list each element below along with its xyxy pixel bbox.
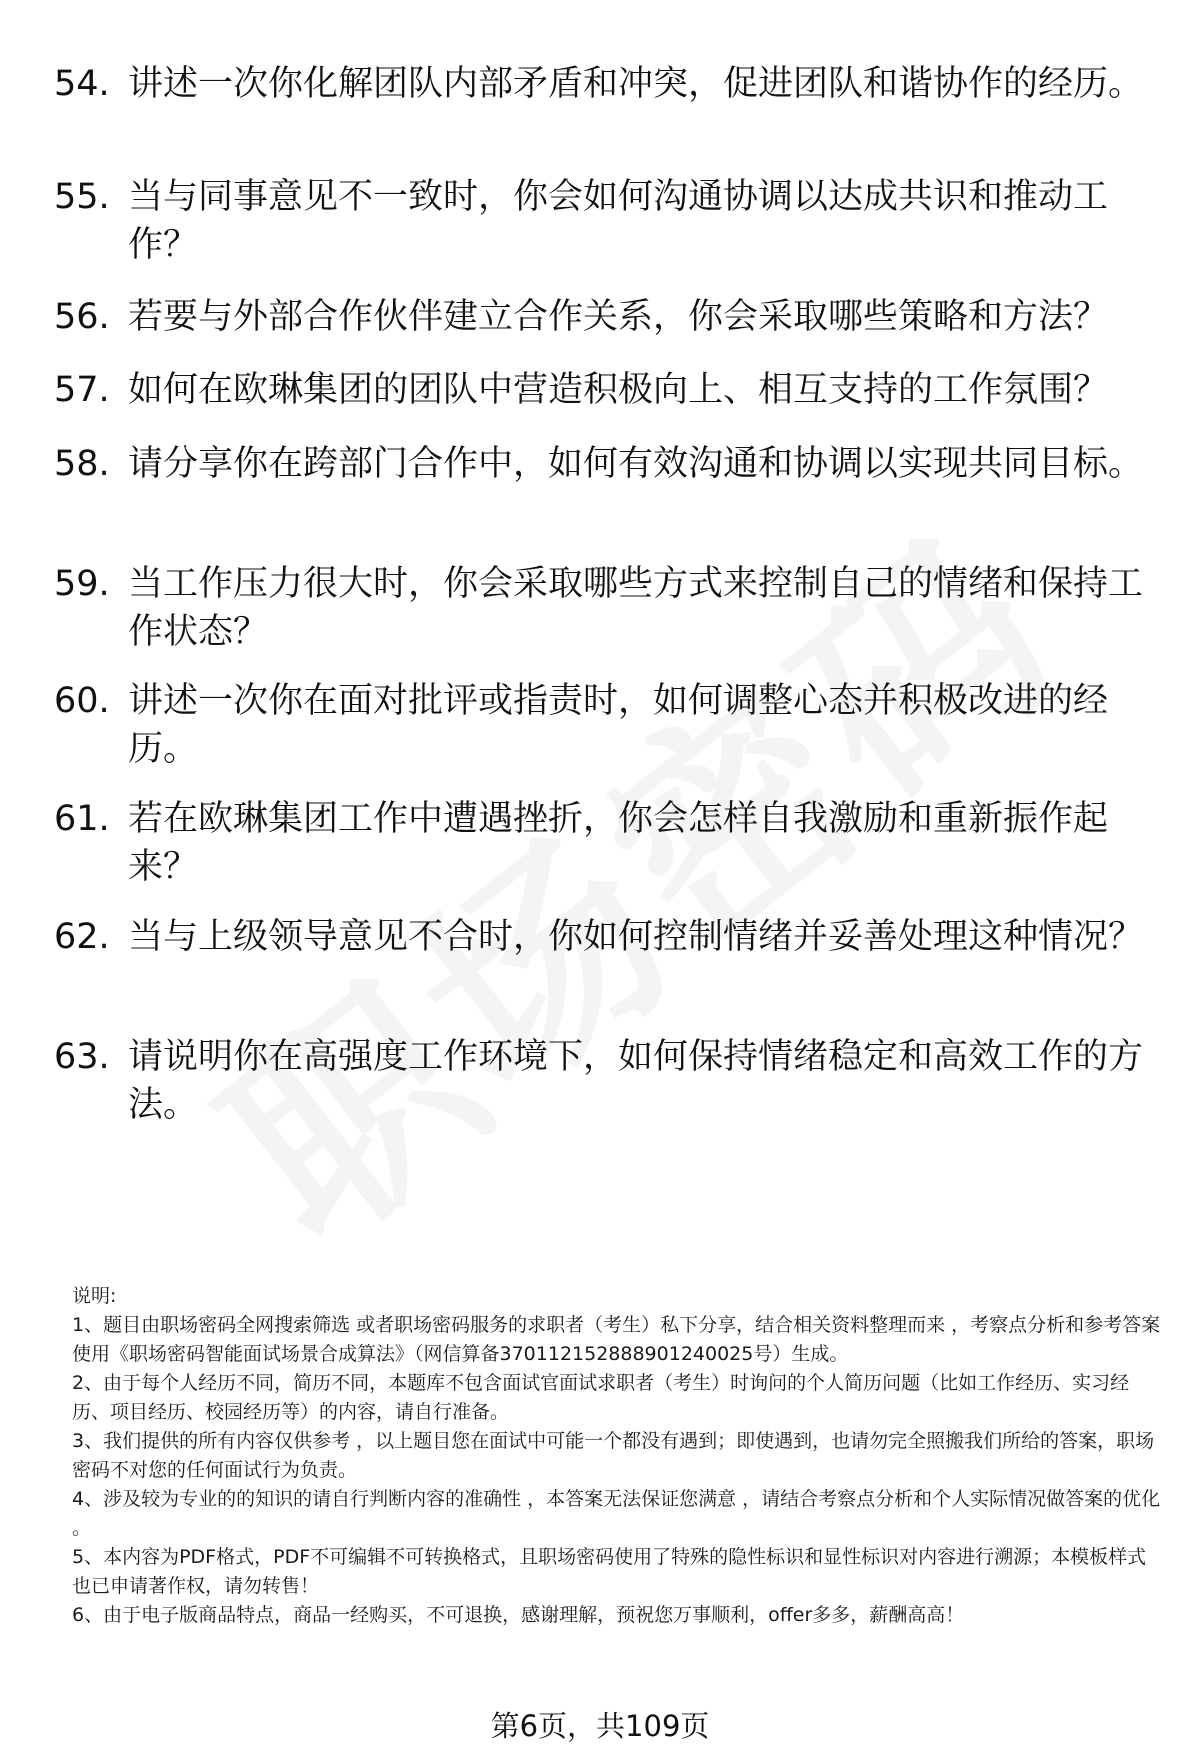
- page-number: 第6页，共109页: [490, 1709, 710, 1743]
- question-text: 讲述一次你化解团队内部矛盾和冲突，促进团队和谐协作的经历。: [128, 64, 1144, 104]
- question-number: 56.: [54, 297, 110, 337]
- question-item: [54, 366, 1154, 414]
- question-text: 讲述一次你在面对批评或指责时，如何调整心态并积极改进的经历。: [128, 681, 1109, 769]
- question-text: 当与上级领导意见不合时，你如何控制情绪并妥善处理这种情况？: [128, 917, 1144, 957]
- question-number: 61.: [54, 799, 110, 839]
- question-text: 若在欧琳集团工作中遭遇挫折，你会怎样自我激励和重新振作起来？: [128, 799, 1109, 887]
- question-number: 60.: [54, 681, 110, 721]
- question-item: [54, 60, 1154, 108]
- question-number: 54.: [54, 64, 110, 104]
- question-number: 55.: [54, 177, 110, 217]
- question-item: [54, 795, 1154, 891]
- note-item: 2、由于每个人经历不同，简历不同，本题库不包含面试官面试求职者（考生）时询问的个人简历问题（比如工作经历、实习经历、项目经历、校园经历等）的内容，请自行准备。: [72, 1372, 1130, 1423]
- question-item: [54, 173, 1154, 269]
- question-number: 62.: [54, 917, 110, 957]
- question-number: 59.: [54, 564, 110, 604]
- note-item: 5、本内容为PDF格式，PDF不可编辑不可转换格式，且职场密码使用了特殊的隐性标识和显性标识对内容进行溯源；本模板样式也已申请著作权，请勿转售！: [72, 1546, 1147, 1597]
- question-item: [54, 1033, 1154, 1129]
- question-text: 请说明你在高强度工作环境下，如何保持情绪稳定和高效工作的方法。: [128, 1037, 1144, 1125]
- question-item: [54, 560, 1154, 656]
- question-item: [54, 293, 1154, 341]
- notes-heading: 说明:: [72, 1285, 117, 1307]
- note-item: 1、题目由职场密码全网搜索筛选 或者职场密码服务的求职者（考生）私下分享，结合相关资料整理而来 ，考察点分析和参考答案使用《职场密码智能面试场景合成算法》（网信算备370112152888901240025号）生成。: [72, 1314, 1161, 1365]
- question-text: 当与同事意见不一致时，你会如何沟通协调以达成共识和推动工作？: [128, 177, 1109, 265]
- question-number: 57.: [54, 370, 110, 410]
- question-text: 如何在欧琳集团的团队中营造积极向上、相互支持的工作氛围？: [128, 370, 1109, 410]
- question-item: [54, 913, 1154, 961]
- question-number: 58.: [54, 444, 110, 484]
- question-text: 若要与外部合作伙伴建立合作关系，你会采取哪些策略和方法？: [128, 297, 1109, 337]
- question-number: 63.: [54, 1037, 110, 1077]
- note-item: 4、涉及较为专业的的知识的请自行判断内容的准确性 ，本答案无法保证您满意 ，请结合考察点分析和个人实际情况做答案的优化 。: [72, 1488, 1161, 1539]
- note-item: 3、我们提供的所有内容仅供参考 ，以上题目您在面试中可能一个都没有遇到；即使遇到，也请勿完全照搬我们所给的答案，职场密码不对您的任何面试行为负责。: [72, 1430, 1155, 1481]
- question-text: 当工作压力很大时，你会采取哪些方式来控制自己的情绪和保持工作状态？: [128, 564, 1144, 652]
- question-item: [54, 677, 1154, 773]
- question-text: 请分享你在跨部门合作中，如何有效沟通和协调以实现共同目标。: [128, 444, 1144, 484]
- note-item: 6、由于电子版商品特点，商品一经购买，不可退换，感谢理解，预祝您万事顺利，offer多多，薪酬高高！: [72, 1604, 965, 1626]
- notes-section: [72, 1282, 1162, 1630]
- question-item: [54, 440, 1154, 488]
